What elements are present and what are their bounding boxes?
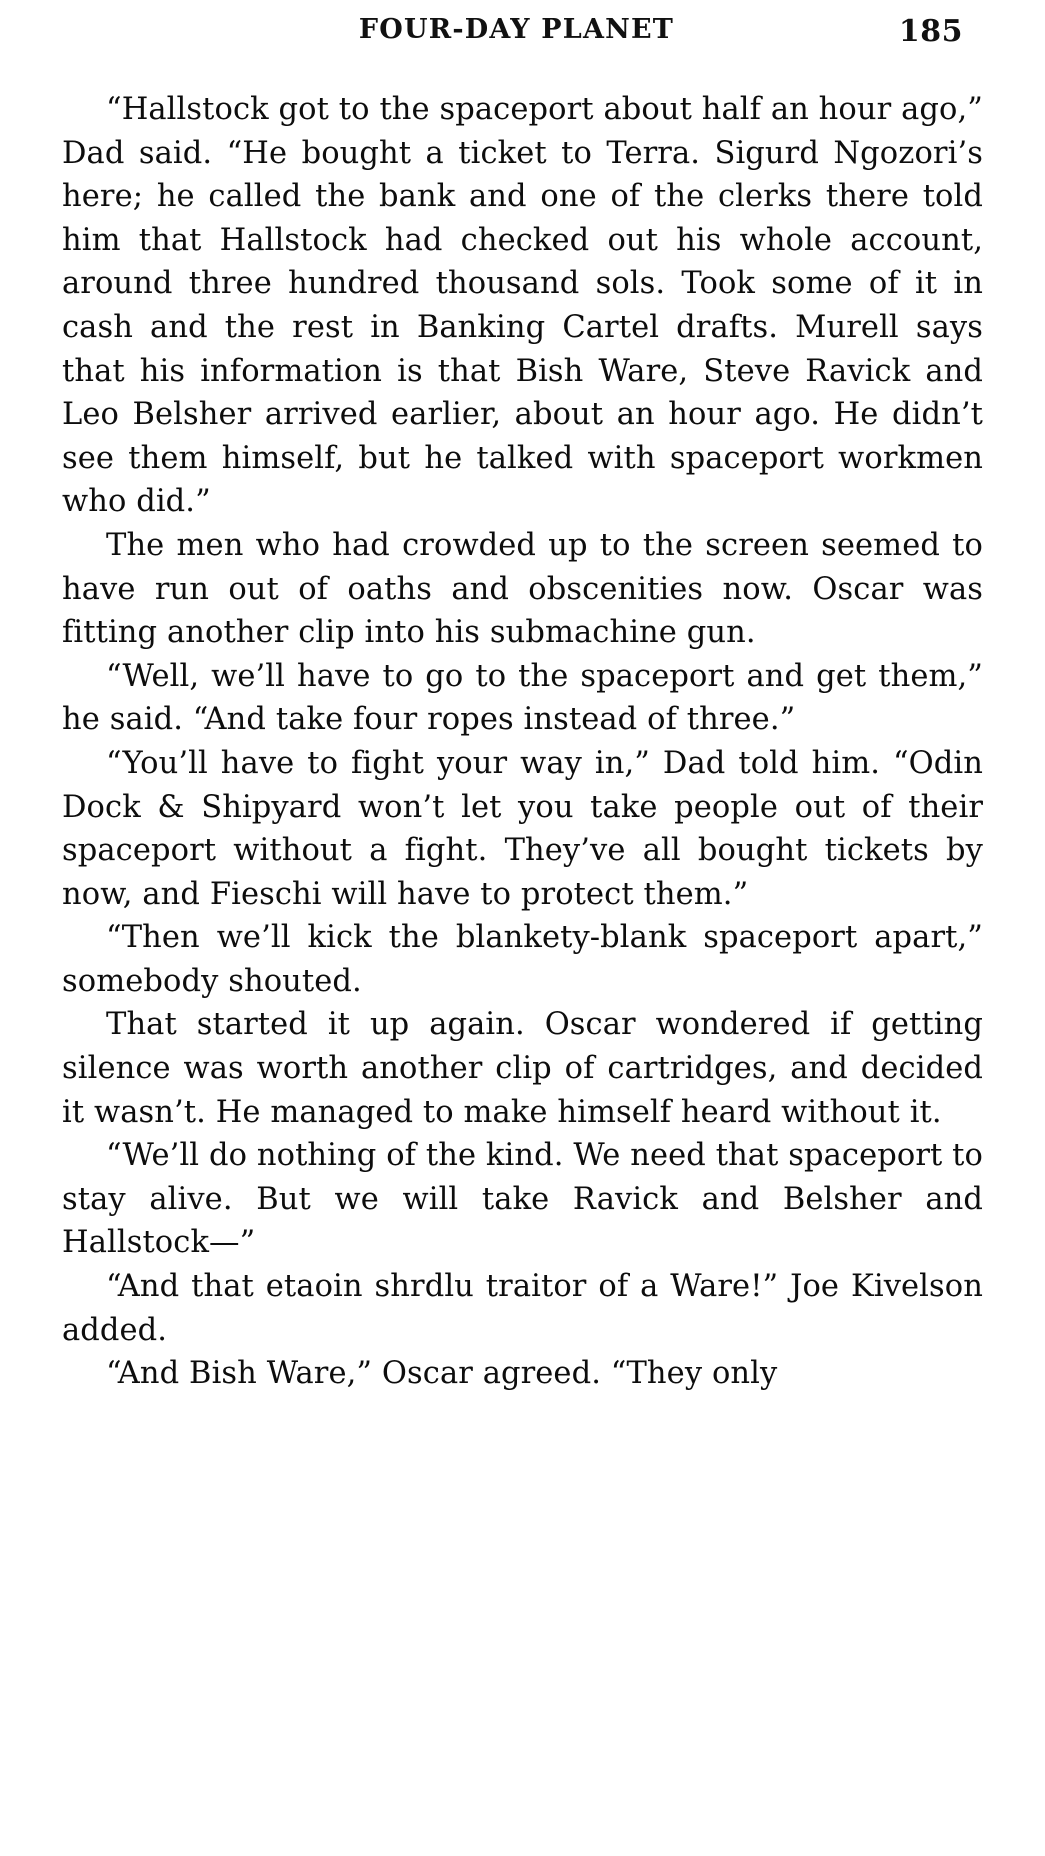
paragraph: “Hallstock got to the spaceport about half an hour ago,” Dad said. “He bought a ticket to Terra. Sigurd Ngozori’s here; he called the bank and one of the clerks there told him that Hallstock had checked out his whole account, around three hundred thousand sols. Took some of it in cash and the rest in Banking Cartel drafts. Murell says that his information is that Bish Ware, Steve Ravick and Leo Belsher arrived earlier, about an hour ago. He didn’t see them himself, but he talked with spaceport workmen who did.” bbox=[62, 92, 983, 520]
paragraph: “And Bish Ware,” Oscar agreed. “They only bbox=[106, 1356, 778, 1392]
paragraph: “Then we’ll kick the blankety-blank spaceport apart,” somebody shouted. bbox=[62, 920, 983, 999]
paragraph: “We’ll do nothing of the kind. We need that spaceport to stay alive. But we will take Ravick and Belsher and Hallstock—” bbox=[62, 1138, 983, 1261]
running-title: FOUR-DAY PLANET bbox=[358, 14, 675, 45]
paragraph: That started it up again. Oscar wondered if getting silence was worth another clip of cartridges, and decided it wasn’t. He managed to make himself heard without it. bbox=[62, 1007, 983, 1130]
page-number: 185 bbox=[898, 14, 963, 49]
paragraph: “You’ll have to fight your way in,” Dad told him. “Odin Dock & Shipyard won’t let you take people out of their spaceport without a fight. They’ve all bought tickets by now, and Fieschi will have to protect them.” bbox=[62, 745, 983, 912]
body-text bbox=[62, 88, 983, 1396]
book-page bbox=[0, 14, 1045, 1856]
paragraph: “Well, we’ll have to go to the spaceport and get them,” he said. “And take four ropes instead of three.” bbox=[62, 658, 983, 738]
paragraph: The men who had crowded up to the screen seemed to have run out of oaths and obscenities now. Oscar was fitting another clip into his submachine gun. bbox=[62, 527, 983, 651]
running-head bbox=[82, 14, 963, 60]
paragraph: “And that etaoin shrdlu traitor of a Ware!” Joe Kivelson added. bbox=[62, 1269, 983, 1348]
